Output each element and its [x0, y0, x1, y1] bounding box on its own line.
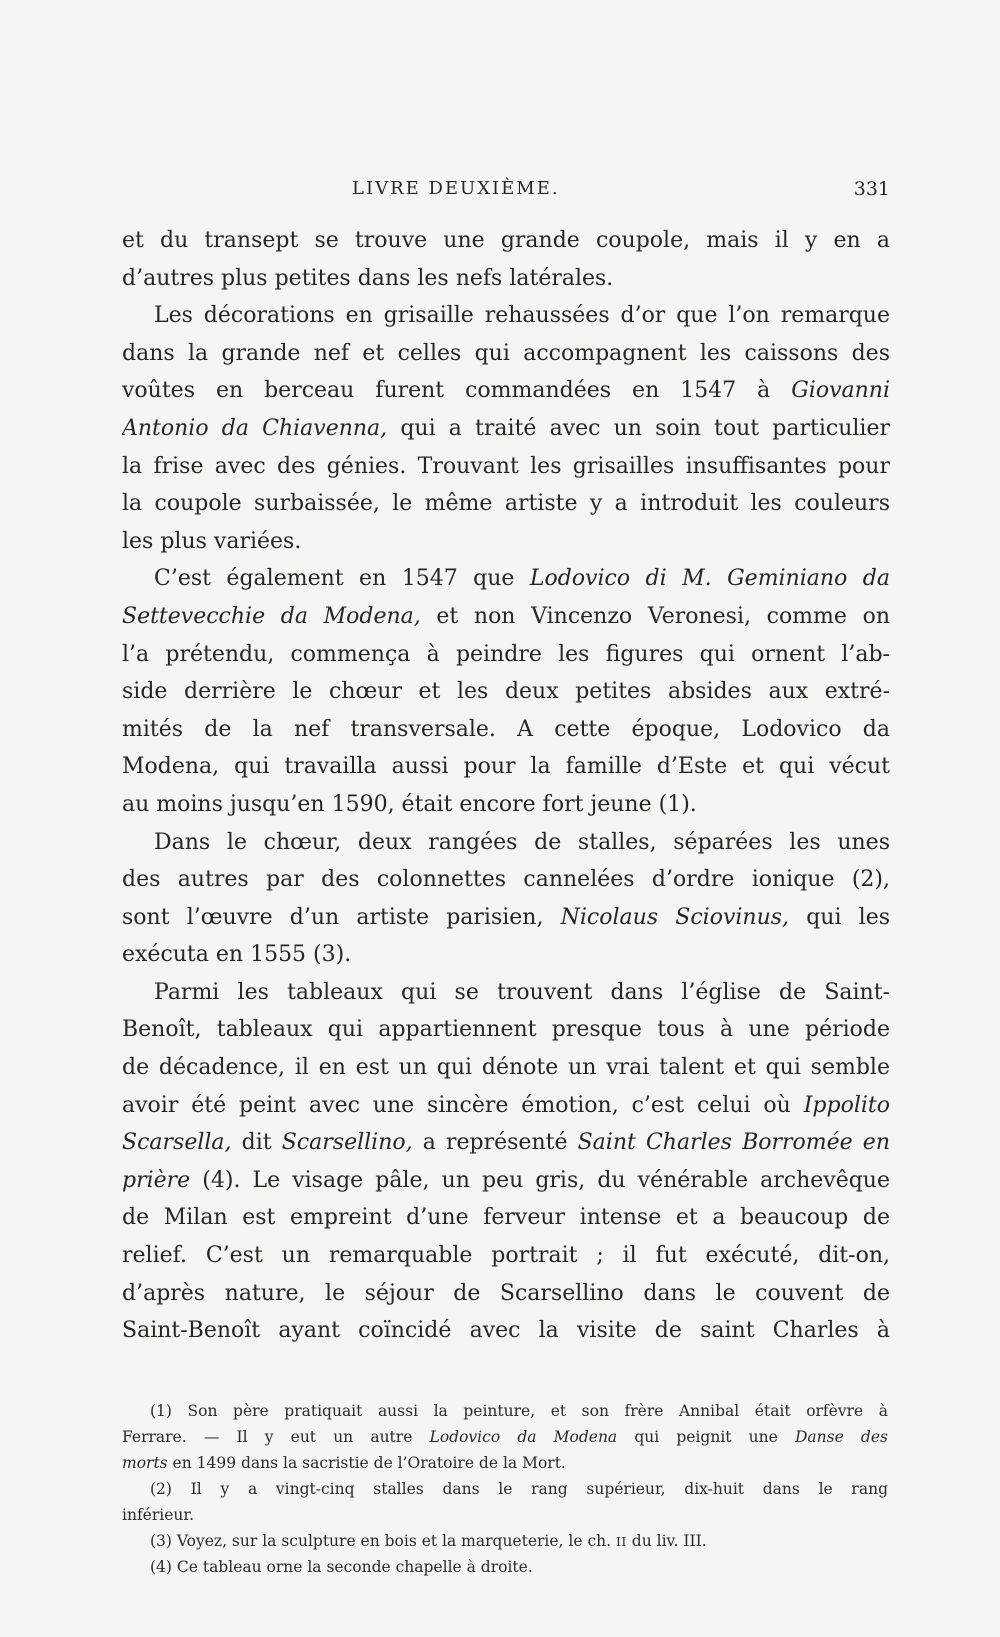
footnote-4: [150, 1554, 888, 1580]
footnote-run: en 1499 dans la sacristie de l’Oratoire de la Mort.: [167, 1454, 566, 1472]
text-run: l’a prétendu, commença à peindre les figures qui ornent l’ab-: [122, 641, 890, 667]
footnote-run: (1) Son père pratiquait aussi la peinture, et son frère Annibal était orfèvre à: [150, 1402, 888, 1420]
text-run-italic: Antonio da Chiavenna,: [122, 415, 388, 441]
text-run: mités de la nef transversale. A cette époque, Lodovico da: [122, 716, 890, 742]
text-line: [122, 598, 890, 636]
body-text: [122, 222, 890, 1350]
text-line: [122, 485, 890, 523]
text-run: voûtes en berceau furent commandées en 1547 à: [122, 378, 792, 404]
text-line: [122, 297, 890, 335]
text-run: relief. C’est un remarquable portrait ; il fut exécuté, dit-on,: [122, 1243, 890, 1269]
footnote-run-italic: morts: [122, 1454, 168, 1472]
text-run: Saint-Benoît ayant coïncidé avec la visite de saint Charles à: [122, 1318, 890, 1344]
footnote-run-italic: Lodovico da Modena: [429, 1428, 618, 1446]
text-run: la frise avec des génies. Trouvant les grisailles insuffisantes pour: [122, 453, 890, 479]
text-run-italic: Scarsellino,: [281, 1130, 413, 1156]
text-run: C’est également en 1547 que: [154, 566, 530, 592]
text-line: [122, 1312, 890, 1350]
text-run-italic: Saint Charles Borromée en: [577, 1130, 890, 1156]
text-line: [122, 335, 890, 373]
text-run-italic: prière: [122, 1167, 191, 1193]
footnote-2-line-2: [122, 1502, 888, 1528]
text-line: [122, 372, 890, 410]
text-run: Benoît, tableaux qui appartiennent presque tous à une période: [122, 1017, 890, 1043]
text-run: (4). Le visage pâle, un peu gris, du vénérable archevêque: [190, 1167, 890, 1193]
text-line: [122, 673, 890, 711]
footnotes: [122, 1398, 888, 1580]
text-run-italic: Giovanni: [791, 378, 890, 404]
footnote-1-line-3: [122, 1450, 888, 1476]
footnote-run-small-caps: II: [615, 1534, 627, 1549]
text-line: [122, 410, 890, 448]
text-line: [122, 824, 890, 862]
text-run: qui les: [789, 904, 890, 930]
footnote-run: du liv. III.: [626, 1532, 707, 1550]
text-run: les plus variées.: [122, 528, 302, 554]
text-line: [122, 1275, 890, 1313]
text-run: et du transept se trouve une grande coupole, mais il y en a: [122, 228, 890, 253]
text-run-italic: Ippolito: [803, 1092, 890, 1118]
text-run-italic: Settevecchie da Modena,: [122, 603, 421, 629]
text-run: Dans le chœur, deux rangées de stalles, séparées les unes: [154, 829, 890, 855]
text-line: [122, 899, 890, 937]
text-run: Parmi les tableaux qui se trouvent dans l’église de Saint-: [154, 979, 890, 1005]
footnote-run: (2) Il y a vingt-cinq stalles dans le rang supérieur, dix-huit dans le rang: [150, 1480, 888, 1498]
text-line: [122, 636, 890, 674]
text-run: de Milan est empreint d’une ferveur intense et a beaucoup de: [122, 1205, 890, 1231]
text-line: [122, 1237, 890, 1275]
text-run: sont l’œuvre d’un artiste parisien,: [122, 904, 561, 930]
text-run: qui a traité avec un soin tout particulier: [387, 415, 890, 441]
text-run-italic: Nicolaus Sciovinus,: [560, 904, 790, 930]
text-line: [122, 1087, 890, 1125]
text-run: d’après nature, le séjour de Scarsellino dans le couvent de: [122, 1280, 890, 1306]
text-line: [122, 523, 890, 561]
text-run-italic: Scarsella,: [122, 1130, 232, 1156]
footnote-3: [150, 1528, 888, 1554]
footnote-1-line-2: [122, 1424, 888, 1450]
footnote-run: Ferrare. — Il y eut un autre: [122, 1428, 430, 1446]
text-run-italic: Lodovico di M. Geminiano da: [529, 566, 890, 592]
text-line: [122, 1011, 890, 1049]
text-run: Modena, qui travailla aussi pour la famille d’Este et qui vécut: [122, 754, 890, 780]
footnote-run: inférieur.: [122, 1506, 195, 1524]
text-line: [122, 260, 890, 298]
text-run: la coupole surbaissée, le même artiste y a introduit les couleurs: [122, 491, 890, 517]
text-line: [122, 936, 890, 974]
text-run: a représenté: [412, 1130, 578, 1156]
footnote-run-italic: Danse des: [794, 1428, 888, 1446]
text-run: et non Vincenzo Veronesi, comme on: [420, 603, 890, 629]
text-line: [122, 1049, 890, 1087]
text-run: avoir été peint avec une sincère émotion, c’est celui où: [122, 1092, 804, 1118]
running-head: LIVRE DEUXIÈME.: [352, 178, 560, 199]
text-run: d’autres plus petites dans les nefs latérales.: [122, 265, 614, 291]
page-number: 331: [853, 178, 890, 200]
footnote-1: [150, 1398, 888, 1424]
text-line: [122, 861, 890, 899]
text-line: [122, 560, 890, 598]
footnote-run: qui peignit une: [617, 1428, 795, 1446]
text-line: [122, 711, 890, 749]
text-run: dit: [231, 1130, 282, 1156]
text-line: [122, 748, 890, 786]
text-line: [122, 1162, 890, 1200]
text-line: [122, 1124, 890, 1162]
text-run: dans la grande nef et celles qui accompagnent les caissons des: [122, 340, 890, 366]
page-header: [122, 178, 890, 208]
footnote-2: [150, 1476, 888, 1502]
text-line: [122, 974, 890, 1012]
text-run: Les décorations en grisaille rehaussées d’or que l’on remarque: [154, 303, 890, 329]
footnote-run: (3) Voyez, sur la sculpture en bois et la marqueterie, le ch.: [150, 1532, 616, 1550]
text-run: au moins jusqu’en 1590, était encore fort jeune (1).: [122, 791, 697, 817]
footnote-run: (4) Ce tableau orne la seconde chapelle à droite.: [150, 1558, 533, 1576]
text-line: [122, 222, 890, 260]
text-line: [122, 1199, 890, 1237]
text-line: [122, 448, 890, 486]
text-run: exécuta en 1555 (3).: [122, 942, 352, 968]
text-run: side derrière le chœur et les deux petites absides aux extré-: [122, 679, 890, 705]
text-run: des autres par des colonnettes cannelées d’ordre ionique (2),: [122, 867, 890, 893]
text-line: [122, 786, 890, 824]
text-run: de décadence, il en est un qui dénote un vrai talent et qui semble: [122, 1055, 890, 1081]
